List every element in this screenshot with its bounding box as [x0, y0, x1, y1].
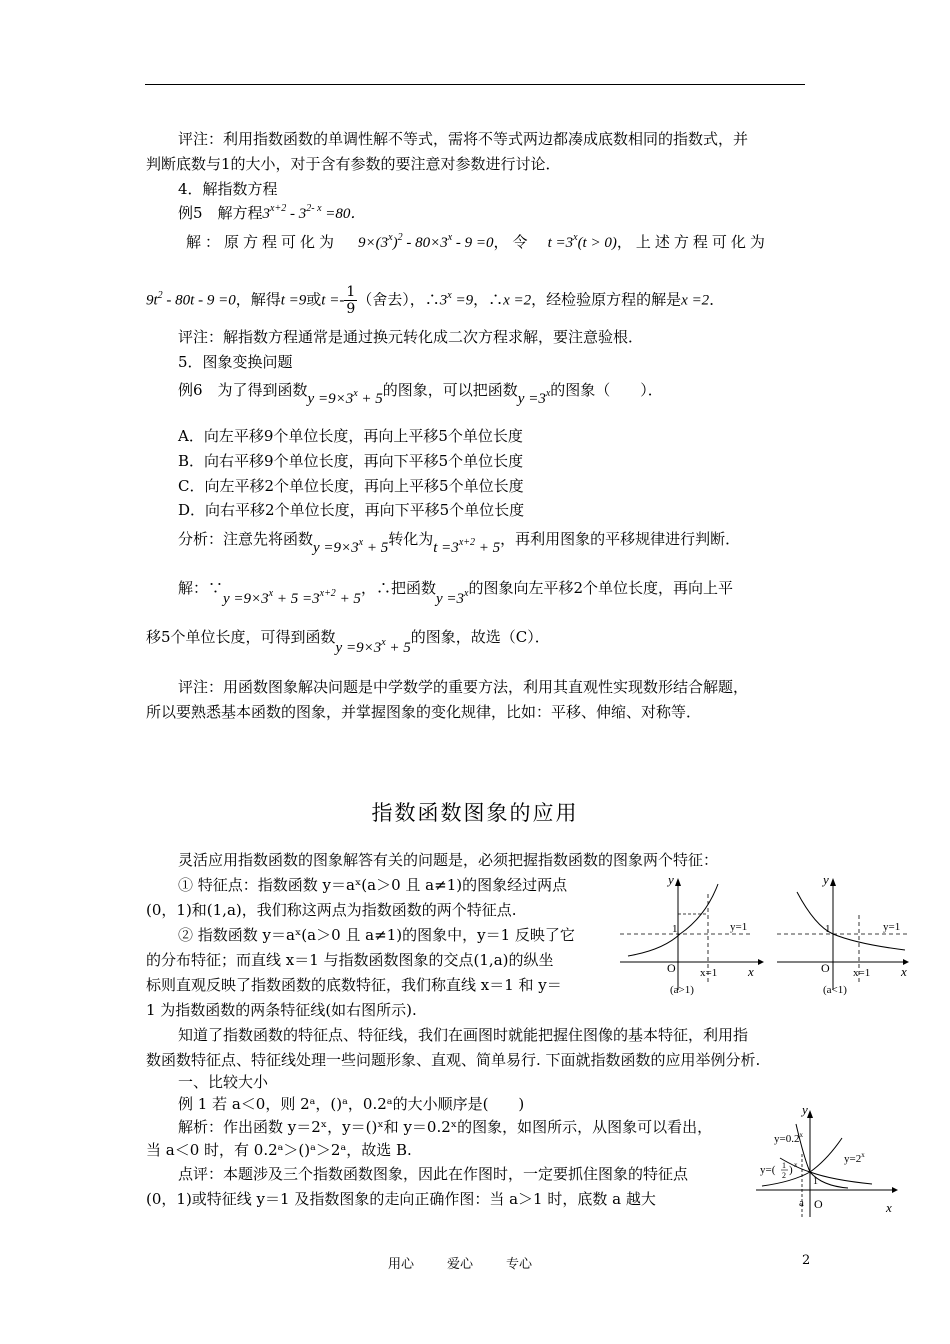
heading-graph-transform: 5．图象变换问题 [178, 353, 293, 371]
section-title: 指数函数图象的应用 [371, 801, 579, 825]
comment-inequality-cont: 判断底数与1的大小，对于含有参数的要注意对参数进行讨论． [146, 155, 561, 173]
graph3-half-exp: x [794, 1161, 798, 1169]
remark-1-cont: (0，1)或特征线 y＝1 及指数图象的走向正确作图：当 a＞1 时，底数 a 越大 [146, 1190, 656, 1208]
page-number: 2 [802, 1253, 811, 1268]
graph1-y-label: y [668, 872, 674, 887]
analysis-6: 分析：注意先将函数y =9×3x + 5转化为t =3x+2 + 5，再利用图象的平移规律进行判断． [178, 530, 741, 556]
option-c: C．向左平移2个单位长度，再向上平移5个单位长度 [178, 477, 524, 495]
para-intro: 灵活应用指数函数的图象解答有关的问题是，必须把握指数函数的图象两个特征： [178, 851, 719, 869]
para-summary: 知道了指数函数的特征点、特征线，我们在画图时就能把握住图像的基本特征，利用指 [178, 1026, 749, 1044]
solution-6-line2: 移5个单位长度，可得到函数$y =9\times 3_x + 5$的图象，故选（C）． [146, 628, 550, 656]
example-1: 例 1 若 a＜0，则 2ᵃ，()ᵃ，0.2ᵃ的大小顺序是( ) [178, 1095, 525, 1113]
graph2-y-label: y [823, 872, 829, 887]
graph3-y-label: y [802, 1102, 808, 1117]
graph3-label-half: y=( [760, 1164, 776, 1176]
graph1-y1: y=1 [730, 921, 748, 933]
graph2-x1: x=1 [853, 967, 871, 979]
graph3-half-den: 2 [782, 1171, 786, 1180]
graph3-half-close: ) [789, 1164, 793, 1176]
para-feature-line-4: 1 为指数函数的两条特征线(如右图所示). [146, 1001, 417, 1019]
para-feature-point-cont: (0，1)和(1,a)，我们称这两点为指数函数的两个特征点. [146, 901, 517, 919]
graph3-label-02: $y=0.2^x$ [774, 1131, 803, 1145]
graph2-one: 1 [825, 923, 831, 935]
graph2-y1: y=1 [883, 921, 901, 933]
header-rule [145, 84, 805, 85]
analysis-1-cont: 当 a＜0 时，有 0.2ᵃ＞()ᵃ＞2ᵃ，故选 B. [146, 1141, 412, 1159]
comment-graph: 评注：用函数图象解决问题是中学数学的重要方法，利用其直观性实现数形结合解题， [178, 678, 749, 696]
option-b: B．向右平移9个单位长度，再向下平移5个单位长度 [178, 452, 524, 470]
example-6: 例6 为了得到函数y =9×3x + 5的图象，可以把函数y =3x的图象（ ）． [178, 381, 663, 407]
option-d: D．向右平移2个单位长度，再向下平移5个单位长度 [178, 501, 525, 519]
graph3-one: 1 [813, 1176, 818, 1187]
graph1-origin: O [667, 961, 676, 975]
comment-equation: 评注：解指数方程通常是通过换元转化成二次方程求解，要注意验根． [178, 328, 644, 346]
heading-compare: 一、比较大小 [178, 1073, 269, 1091]
comment-graph-cont: 所以要熟悉基本函数的图象，并掌握图象的变化规律，比如：平移、伸缩、对称等． [146, 703, 702, 721]
para-feature-line-2: 的分布特征；而直线 x＝1 与指数函数图象的交点(1,a)的纵坐 [146, 951, 554, 969]
graph2-caption: (a<1) [823, 984, 847, 996]
graph-a-greater-1 [618, 872, 768, 1000]
example-5: 例5 解方程$3^{x+2} - 3^{2- x} =80$． [178, 203, 366, 222]
heading-solve-equation: 4．解指数方程 [178, 180, 278, 198]
solution-5-line1: 解：原方程可化为 $9\times(3^x)^2 - 80\times 3^x - 9 =0$，令 $t =3^x(t > 0)$，上述方程可化为 [186, 232, 769, 251]
fraction-one-ninth: $\frac{1}{9}$ [346, 284, 356, 317]
graph1-one: 1 [672, 923, 678, 935]
graph1-caption: (a>1) [670, 984, 694, 996]
footer-aixin: 爱心 [447, 1257, 474, 1272]
comment-inequality: 评注：利用指数函数的单调性解不等式，需将不等式两边都凑成底数相同的指数式，并 [178, 130, 749, 148]
option-a: A．向左平移9个单位长度，再向上平移5个单位长度 [178, 427, 523, 445]
graph3-x-label: x [886, 1200, 892, 1215]
para-feature-line-3: 标则直观反映了指数函数的底数特征，我们称直线 x＝1 和 y＝ [146, 976, 562, 994]
solution-5-line2: $9t^2 - 80t - 9 =0$，解得t =9或t =- $\frac{1}{9}$ （舍去），$\therefore 3^x =9$，∴x =2，经检验原方程的解是x =2． [146, 284, 725, 317]
para-feature-line: ② 指数函数 y＝aˣ(a＞0 且 a≠1)的图象中，y＝1 反映了它 [178, 926, 575, 944]
graph2-x-label: x [901, 964, 907, 979]
graph-a-less-1 [775, 872, 925, 1000]
footer-yongxin: 用心 [388, 1257, 415, 1272]
graph2-origin: O [821, 961, 830, 975]
graph3-label-2x: $y=2^x$ [844, 1151, 865, 1165]
footer-zhuanxin: 专心 [506, 1257, 533, 1272]
graph1-x1: x=1 [700, 967, 718, 979]
analysis-1: 解析：作出函数 y＝2ˣ，y＝()ˣ和 y＝0.2ˣ的图象，如图所示，从图象可以看出， [178, 1118, 713, 1136]
para-feature-point: ① 特征点：指数函数 y＝aˣ(a＞0 且 a≠1)的图象经过两点 [178, 876, 568, 894]
graph3-a: a [799, 1197, 804, 1209]
graph3-half-num: 1 [782, 1161, 786, 1170]
graph1-x-label: x [748, 964, 754, 979]
graph-three-exponentials [752, 1102, 912, 1222]
graph3-origin: O [814, 1197, 823, 1211]
solution-6-line1: 解：∵y $=9\times 3_x + 5 =3_{x+2} + 5$，∴把函数$y =3_x$的图象向左平移2个单位长度，再向上平 [178, 579, 733, 607]
remark-1: 点评：本题涉及三个指数函数图象，因此在作图时，一定要抓住图象的特征点 [178, 1165, 689, 1183]
para-summary-cont: 数函数特征点、特征线处理一些问题形象、直观、简单易行. 下面就指数函数的应用举例分析. [146, 1051, 761, 1069]
